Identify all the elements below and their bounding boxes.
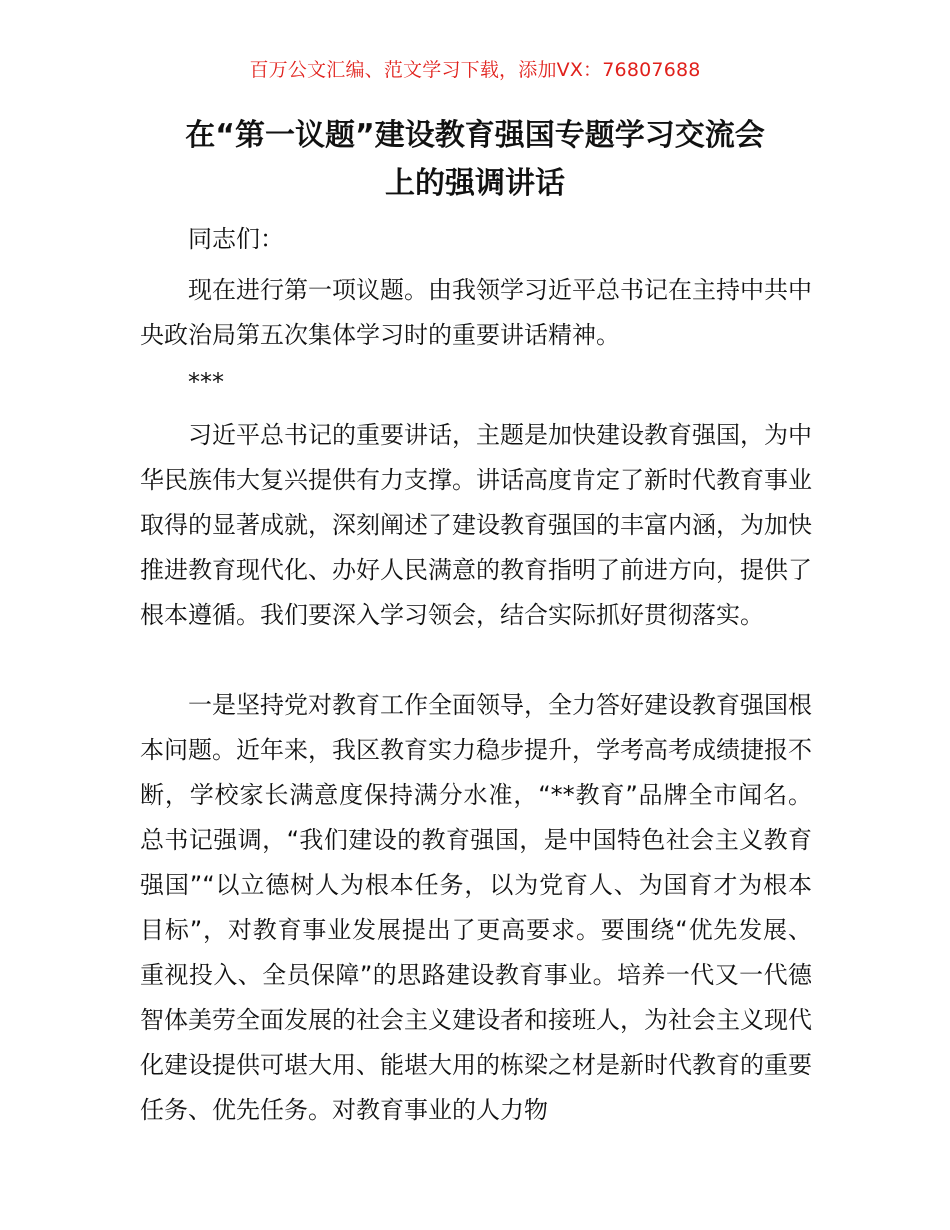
- paragraph-1: 现在进行第一项议题。由我领学习近平总书记在主持中共中央政治局第五次集体学习时的重要讲话精神。: [140, 276, 812, 349]
- document-title: [60, 112, 890, 208]
- section-separator: ***: [188, 368, 224, 396]
- paragraph-2: 习近平总书记的重要讲话，主题是加快建设教育强国，为中华民族伟大复兴提供有力支撑。讲话高度肯定了新时代教育事业取得的显著成就，深刻阐述了建设教育强国的丰富内涵，为加快推进教育现代化、办好人民满意的教育指明了前进方向，提供了根本遵循。我们要深入学习领会，结合实际抓好贯彻落实。: [140, 421, 812, 629]
- salutation: 同志们：: [188, 225, 284, 253]
- title-line-1: 在“第一议题”建设教育强国专题学习交流会: [185, 118, 765, 153]
- title-line-2: 上的强调讲话: [385, 166, 565, 201]
- download-notice-header: 百万公文汇编、范文学习下载，添加VX：76807688: [249, 59, 701, 81]
- paragraph-3: 一是坚持党对教育工作全面领导，全力答好建设教育强国根本问题。近年来，我区教育实力稳步提升，学考高考成绩捷报不断，学校家长满意度保持满分水准，“**教育”品牌全市闻名。总书记强调，“我们建设的教育强国，是中国特色社会主义教育强国”“以立德树人为根本任务，以为党育人、为国育才为根本目标”，对教育事业发展提出了更高要求。要围绕“优先发展、重视投入、全员保障”的思路建设教育事业。培养一代又一代德智体美劳全面发展的社会主义建设者和接班人，为社会主义现代化建设提供可堪大用、能堪大用的栋梁之材是新时代教育的重要任务、优先任务。对教育事业的人力物: [140, 691, 812, 1124]
